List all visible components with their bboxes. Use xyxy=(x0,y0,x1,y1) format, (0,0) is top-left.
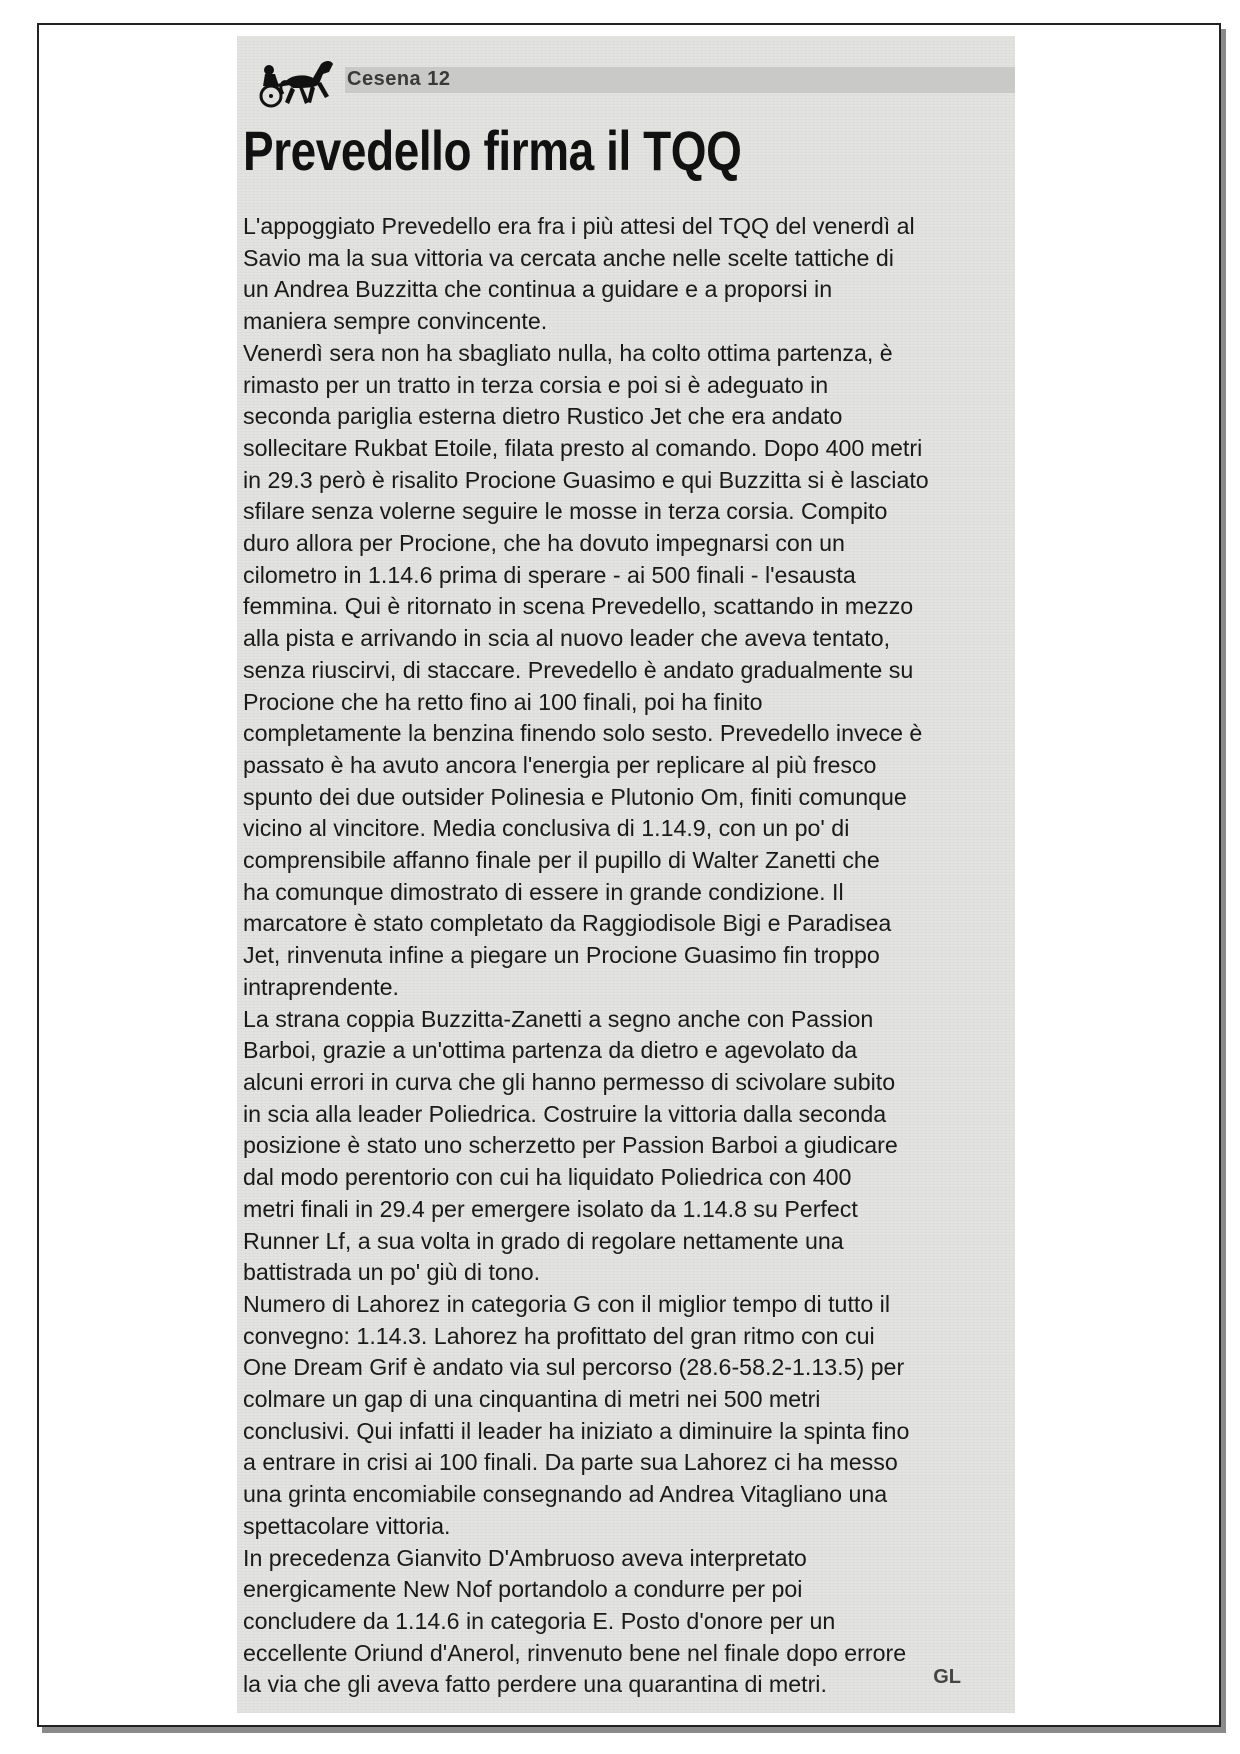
article-line: Runner Lf, a sua volta in grado di regolare nettamente una xyxy=(243,1227,844,1254)
article-line: rimasto per un tratto in terza corsia e poi si è adeguato in xyxy=(243,371,829,398)
article-line: ha comunque dimostrato di essere in grande condizione. Il xyxy=(243,878,844,905)
article-line: conclusivi. Qui infatti il leader ha iniziato a diminuire la spinta fino xyxy=(243,1417,910,1444)
article-line: Procione che ha retto fino ai 100 finali, poi ha finito xyxy=(243,688,763,715)
article-line: Barboi, grazie a un'ottima partenza da dietro e agevolato da xyxy=(243,1037,858,1064)
article-line: alla pista e arrivando in scia al nuovo leader che aveva tentato, xyxy=(243,625,891,652)
article-line: Savio ma la sua vittoria va cercata anche nelle scelte tattiche di xyxy=(243,244,894,271)
article-headline: Prevedello firma il TQQ xyxy=(243,119,742,182)
article-line: battistrada un po' giù di tono. xyxy=(243,1259,541,1286)
article-line: passato è ha avuto ancora l'energia per replicare al più fresco xyxy=(243,751,877,778)
article-line: sollecitare Rukbat Etoile, filata presto al comando. Dopo 400 metri xyxy=(243,434,923,461)
newspaper-clipping xyxy=(237,36,1015,1713)
article-line: colmare un gap di una cinquantina di metri nei 500 metri xyxy=(243,1386,821,1413)
article-line: completamente la benzina finendo solo sesto. Prevedello invece è xyxy=(243,720,923,747)
article-line: marcatore è stato completato da Raggiodisole Bigi e Paradisea xyxy=(243,910,892,937)
article-line: spunto dei due outsider Polinesia e Plutonio Om, finiti comunque xyxy=(243,783,907,810)
article-line: cilometro in 1.14.6 prima di sperare - ai 500 finali - l'esausta xyxy=(243,561,856,588)
article-line: La strana coppia Buzzitta-Zanetti a segno anche con Passion xyxy=(243,1005,874,1032)
article-line: convegno: 1.14.3. Lahorez ha profittato del gran ritmo con cui xyxy=(243,1322,875,1349)
section-header xyxy=(237,48,1015,106)
article-line: In precedenza Gianvito D'Ambruoso aveva interpretato xyxy=(243,1544,807,1571)
article-line: duro allora per Procione, che ha dovuto impegnarsi con un xyxy=(243,530,845,557)
article-line: sfilare senza volerne seguire le mosse in terza corsia. Compito xyxy=(243,498,888,525)
article-line: dal modo perentorio con cui ha liquidato Poliedrica con 400 xyxy=(243,1164,852,1191)
article-line: intraprendente. xyxy=(243,973,399,1000)
article-line: energicamente New Nof portandolo a condurre per poi xyxy=(243,1576,803,1603)
article-line: un Andrea Buzzitta che continua a guidare e a proporsi in xyxy=(243,276,833,303)
article-line: comprensibile affanno finale per il pupillo di Walter Zanetti che xyxy=(243,847,880,874)
article-line: Numero di Lahorez in categoria G con il miglior tempo di tutto il xyxy=(243,1290,890,1317)
article-line: una grinta encomiabile consegnando ad Andrea Vitagliano una xyxy=(243,1481,888,1508)
article-line: a entrare in crisi ai 100 finali. Da parte sua Lahorez ci ha messo xyxy=(243,1449,898,1476)
article-line: L'appoggiato Prevedello era fra i più attesi del TQQ del venerdì al xyxy=(243,213,915,239)
article-line: alcuni errori in curva che gli hanno permesso di scivolare subito xyxy=(243,1068,896,1095)
article-body xyxy=(243,211,1009,1701)
harness-racing-horse-icon xyxy=(249,52,337,110)
article-line: posizione è stato uno scherzetto per Passion Barboi a giudicare xyxy=(243,1132,898,1159)
article-line: seconda pariglia esterna dietro Rustico Jet che era andato xyxy=(243,403,843,430)
article-line: femmina. Qui è ritornato in scena Prevedello, scattando in mezzo xyxy=(243,593,914,620)
article-line: Venerdì sera non ha sbagliato nulla, ha colto ottima partenza, è xyxy=(243,339,893,366)
article-line: vicino al vincitore. Media conclusiva di 1.14.9, con un po' di xyxy=(243,815,850,842)
article-line: One Dream Grif è andato via sul percorso (28.6-58.2-1.13.5) per xyxy=(243,1354,905,1381)
article-line: metri finali in 29.4 per emergere isolato da 1.14.8 su Perfect xyxy=(243,1195,858,1222)
author-signature: GL xyxy=(933,1666,961,1688)
article-line: Jet, rinvenuta infine a piegare un Procione Guasimo fin troppo xyxy=(243,942,880,969)
article-line: spettacolare vittoria. xyxy=(243,1512,451,1539)
section-label: Cesena 12 xyxy=(347,68,451,90)
article-line: la via che gli aveva fatto perdere una quarantina di metri. xyxy=(243,1671,827,1698)
article-line: in 29.3 però è risalito Procione Guasimo e qui Buzzitta si è lasciato xyxy=(243,466,929,493)
article-line: eccellente Oriund d'Anerol, rinvenuto bene nel finale dopo errore xyxy=(243,1639,907,1666)
article-line: senza riuscirvi, di staccare. Prevedello è andato gradualmente su xyxy=(243,656,914,683)
article-line: in scia alla leader Poliedrica. Costruire la vittoria dalla seconda xyxy=(243,1100,887,1127)
article-line: concludere da 1.14.6 in categoria E. Posto d'onore per un xyxy=(243,1607,836,1634)
article-line: maniera sempre convincente. xyxy=(243,308,548,335)
